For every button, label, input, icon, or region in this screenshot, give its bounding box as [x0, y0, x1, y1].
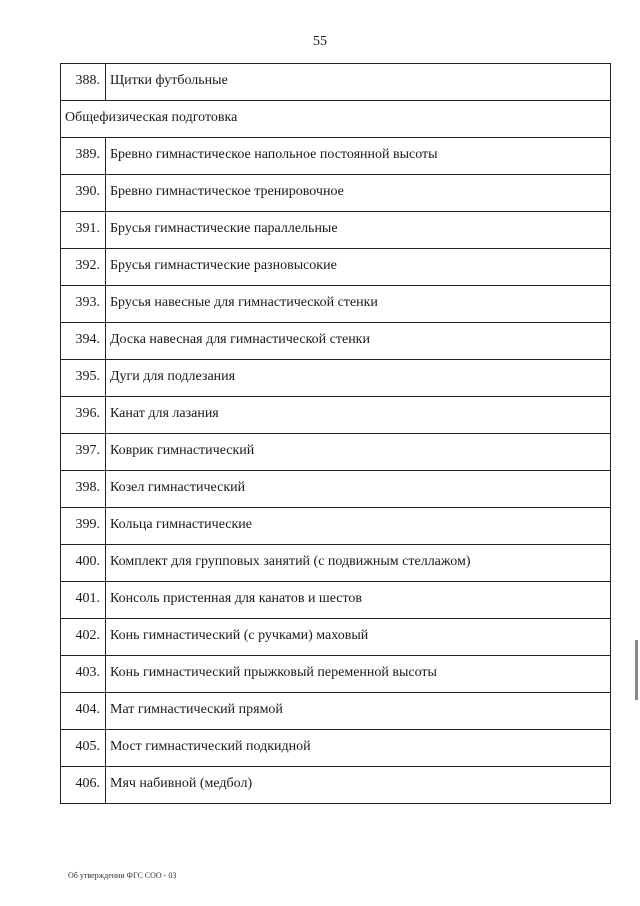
- row-name: Щитки футбольные: [106, 64, 611, 101]
- row-number: 396.: [61, 397, 106, 434]
- table-row: [61, 397, 611, 434]
- table-row: [61, 286, 611, 323]
- row-number: 394.: [61, 323, 106, 360]
- row-number: 389.: [61, 138, 106, 175]
- row-number: 395.: [61, 360, 106, 397]
- footer-note: Об утверждении ФГС СОО - 03: [68, 871, 177, 880]
- table-row: [61, 249, 611, 286]
- row-number: 391.: [61, 212, 106, 249]
- table-row: [61, 175, 611, 212]
- table-row: [61, 730, 611, 767]
- table-row: [61, 64, 611, 101]
- row-name: Брусья гимнастические параллельные: [106, 212, 611, 249]
- table-row: [61, 138, 611, 175]
- table-row: [61, 508, 611, 545]
- scan-edge-mark: [635, 640, 638, 700]
- table-row: [61, 619, 611, 656]
- row-name: Мат гимнастический прямой: [106, 693, 611, 730]
- table-row: [61, 212, 611, 249]
- row-number: 406.: [61, 767, 106, 804]
- row-number: 399.: [61, 508, 106, 545]
- section-header-row: [61, 101, 611, 138]
- row-name: Брусья гимнастические разновысокие: [106, 249, 611, 286]
- row-number: 388.: [61, 64, 106, 101]
- row-name: Мяч набивной (медбол): [106, 767, 611, 804]
- table-row: [61, 360, 611, 397]
- row-number: 390.: [61, 175, 106, 212]
- row-number: 392.: [61, 249, 106, 286]
- row-name: Конь гимнастический (с ручками) маховый: [106, 619, 611, 656]
- table-row: [61, 323, 611, 360]
- row-name: Бревно гимнастическое тренировочное: [106, 175, 611, 212]
- row-name: Доска навесная для гимнастической стенки: [106, 323, 611, 360]
- table-row: [61, 693, 611, 730]
- row-number: 397.: [61, 434, 106, 471]
- table-row: [61, 656, 611, 693]
- row-name: Мост гимнастический подкидной: [106, 730, 611, 767]
- row-number: 405.: [61, 730, 106, 767]
- table-row: [61, 434, 611, 471]
- row-name: Дуги для подлезания: [106, 360, 611, 397]
- row-number: 400.: [61, 545, 106, 582]
- row-name: Брусья навесные для гимнастической стенки: [106, 286, 611, 323]
- row-name: Кольца гимнастические: [106, 508, 611, 545]
- row-name: Коврик гимнастический: [106, 434, 611, 471]
- equipment-table: [60, 63, 611, 804]
- table-row: [61, 582, 611, 619]
- row-name: Комплект для групповых занятий (с подвижным стеллажом): [106, 545, 611, 582]
- row-number: 401.: [61, 582, 106, 619]
- row-number: 393.: [61, 286, 106, 323]
- row-name: Канат для лазания: [106, 397, 611, 434]
- row-name: Консоль пристенная для канатов и шестов: [106, 582, 611, 619]
- row-number: 403.: [61, 656, 106, 693]
- row-number: 402.: [61, 619, 106, 656]
- row-number: 404.: [61, 693, 106, 730]
- table-row: [61, 545, 611, 582]
- page-number: 55: [313, 34, 327, 49]
- row-name: Козел гимнастический: [106, 471, 611, 508]
- table-row: [61, 471, 611, 508]
- row-name: Бревно гимнастическое напольное постоянной высоты: [106, 138, 611, 175]
- row-name: Конь гимнастический прыжковый переменной высоты: [106, 656, 611, 693]
- table-row: [61, 767, 611, 804]
- row-number: 398.: [61, 471, 106, 508]
- section-title: Общефизическая подготовка: [61, 101, 611, 138]
